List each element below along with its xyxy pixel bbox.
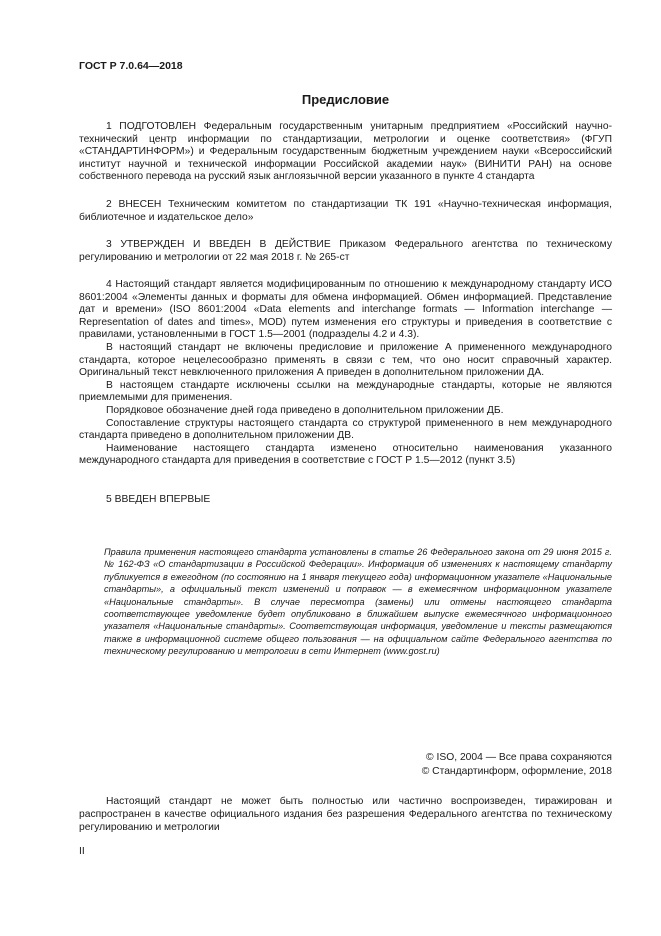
- section-5-text: 5 ВВЕДЕН ВПЕРВЫЕ: [106, 494, 211, 505]
- section-4-paragraph: В настоящий стандарт не включены предисловие и приложение А примененного международного стандарта, которое нецелесообразно применять в связи с тем, что оно носит справочный характер. Оригинальный текст невключенного приложения А приведен в дополнительном приложении ДА.: [79, 341, 612, 379]
- rules-note: Правила применения настоящего стандарта установлены в статье 26 Федерального закона от 29 июня 2015 г. № 162-ФЗ «О стандартизации в Российской Федерации». Информация об изменениях к настоящему стандарту публикуется в ежегодном (по состоянию на 1 января текущего года) информационном указателе «Национальные стандарты», а официальный текст изменений и поправок — в ежемесячном информационном указателе «Национальные стандарты». В случае пересмотра (замены) или отмены настоящего стандарта соответствующее уведомление будет опубликовано в ближайшем выпуске ежемесячного информационного указателя «Национальные стандарты». Соответствующая информация, уведомление и тексты размещаются также в информационной системе общего пользования — на официальном сайте Федерального агентства по техническому регулированию и метрологии в сети Интернет (www.gost.ru): [104, 547, 612, 657]
- copyright-iso: © ISO, 2004 — Все права сохраняются: [426, 752, 612, 763]
- page-number: II: [79, 846, 85, 857]
- section-4-paragraph: Порядковое обозначение дней года приведено в дополнительном приложении ДБ.: [106, 404, 504, 416]
- copyright-standartinform: © Стандартинформ, оформление, 2018: [421, 766, 612, 777]
- footer-notice-text: Настоящий стандарт не может быть полностью или частично воспроизведен, тиражирован и распространен в качестве официального издания без разрешения Федерального агентства по техническому регулированию и метрологии: [79, 796, 612, 833]
- section-2-text: 2 ВНЕСЕН Техническим комитетом по стандартизации ТК 191 «Научно-техническая информация, библиотечное и издательское дело»: [79, 199, 612, 223]
- footer-notice: [79, 795, 612, 834]
- page-title: Предисловие: [301, 92, 390, 107]
- section-4-paragraph: Наименование настоящего стандарта изменено относительно наименования указанного международного стандарта для приведения в соответствие с ГОСТ Р 1.5—2012 (пункт 3.5): [79, 442, 612, 467]
- section-3: [79, 239, 612, 264]
- section-1: [79, 121, 612, 184]
- section-4-paragraph: 4 Настоящий стандарт является модифицированным по отношению к международному стандарту ИСО 8601:2004 «Элементы данных и форматы для обмена информацией. Обмен информацией. Представление дат и времени» (ISO 8601:2004 «Data elements and interchange formats — Information interchange — Representation of dates and times», MOD) путем изменения его структуры и приведения в соответствие с правилами, установленными в ГОСТ 1.5—2001 (подразделы 4.2 и 4.3).: [79, 279, 612, 341]
- section-4: [79, 279, 612, 468]
- section-5: [79, 494, 612, 507]
- section-4-paragraph: В настоящем стандарте исключены ссылки на международные стандарты, которые не являются приемлемыми для применения.: [79, 379, 612, 404]
- section-1-text: 1 ПОДГОТОВЛЕН Федеральным государственным унитарным предприятием «Российский научно-технический центр информации по стандартизации, метрологии и оценке соответствия» (ФГУП «СТАНДАРТИНФОРМ») и Федеральным государственным бюджетным учреждением науки «Всероссийский институт научной и технической информации Российской академии наук» (ВИНИТИ РАН) на основе собственного перевода на русский язык англоязычной версии указанного в пункте 4 стандарта: [79, 121, 612, 183]
- section-2: [79, 199, 612, 224]
- section-3-text: 3 УТВЕРЖДЕН И ВВЕДЕН В ДЕЙСТВИЕ Приказом Федерального агентства по техническому регулированию и метрологии от 22 мая 2018 г. № 265-ст: [79, 239, 612, 263]
- section-4-paragraph: Сопоставление структуры настоящего стандарта со структурой примененного в нем международного стандарта приведено в дополнительном приложении ДВ.: [79, 417, 612, 442]
- standard-code: ГОСТ Р 7.0.64—2018: [79, 60, 183, 72]
